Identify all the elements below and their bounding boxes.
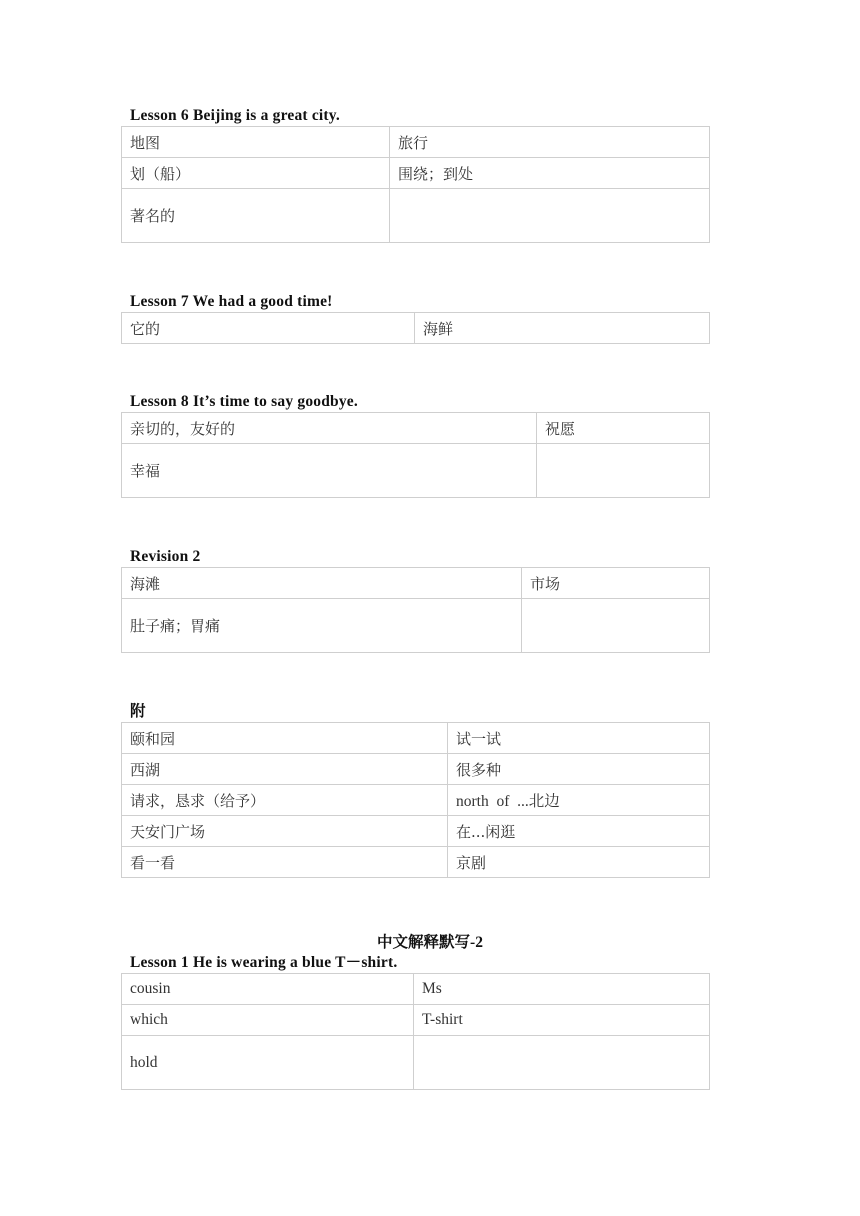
section-title: Revision 2 [130, 548, 201, 565]
table-cell: 海鲜 [415, 313, 710, 344]
table-row [122, 127, 710, 158]
section-title: Lesson 8 It’s time to say goodbye. [130, 393, 358, 410]
table-cell [537, 444, 710, 498]
section-appendix [121, 702, 709, 878]
table-cell: 它的 [122, 313, 415, 344]
table-cell: 请求，恳求（给予） [122, 785, 448, 816]
document-heading: 中文解释默写-2 [377, 934, 483, 951]
table-cell: Ms [414, 974, 710, 1005]
table-cell: north of ...北边 [448, 785, 710, 816]
table-cell: 划（船） [122, 158, 390, 189]
table-cell: 很多种 [448, 754, 710, 785]
section-lesson-6 [121, 106, 709, 243]
table-cell: 看一看 [122, 847, 448, 878]
table-cell: 在...闲逛 [448, 816, 710, 847]
table-row [122, 1036, 710, 1090]
table-cell: 市场 [522, 568, 710, 599]
table-cell [414, 1036, 710, 1090]
table-cell: hold [122, 1036, 414, 1090]
table-row [122, 1005, 710, 1036]
table-cell: 著名的 [122, 189, 390, 243]
table-row [122, 974, 710, 1005]
table-cell: 海滩 [122, 568, 522, 599]
table-cell: 天安门广场 [122, 816, 448, 847]
table-cell [390, 189, 710, 243]
vocab-table [121, 567, 710, 653]
section-lesson-7 [121, 292, 709, 344]
section-lesson-8 [121, 392, 709, 498]
table-row [122, 816, 710, 847]
table-row [122, 847, 710, 878]
table-row [122, 158, 710, 189]
table-cell: 幸福 [122, 444, 537, 498]
table-row [122, 568, 710, 599]
table-cell: cousin [122, 974, 414, 1005]
section-title: 附 [130, 703, 146, 720]
table-cell [522, 599, 710, 653]
table-cell: 京剧 [448, 847, 710, 878]
table-cell: which [122, 1005, 414, 1036]
section-title: Lesson 1 He is wearing a blue T－shirt. [130, 954, 398, 971]
table-row [122, 723, 710, 754]
table-row [122, 413, 710, 444]
table-row [122, 444, 710, 498]
vocab-table [121, 722, 710, 878]
vocab-table [121, 973, 710, 1090]
section-lesson-1 [121, 953, 709, 1090]
vocab-table [121, 412, 710, 498]
table-row [122, 189, 710, 243]
table-cell: 地图 [122, 127, 390, 158]
table-cell: 试一试 [448, 723, 710, 754]
vocab-table [121, 312, 710, 344]
table-cell: 亲切的，友好的 [122, 413, 537, 444]
table-row [122, 313, 710, 344]
section-title: Lesson 7 We had a good time! [130, 293, 333, 310]
table-cell: T-shirt [414, 1005, 710, 1036]
table-row [122, 599, 710, 653]
table-row [122, 785, 710, 816]
table-cell: 颐和园 [122, 723, 448, 754]
vocab-table [121, 126, 710, 243]
table-row [122, 754, 710, 785]
table-cell: 祝愿 [537, 413, 710, 444]
table-cell: 围绕；到处 [390, 158, 710, 189]
table-cell: 肚子痛；胃痛 [122, 599, 522, 653]
section-title: Lesson 6 Beijing is a great city. [130, 107, 340, 124]
table-cell: 西湖 [122, 754, 448, 785]
section-revision-2 [121, 547, 709, 653]
table-cell: 旅行 [390, 127, 710, 158]
